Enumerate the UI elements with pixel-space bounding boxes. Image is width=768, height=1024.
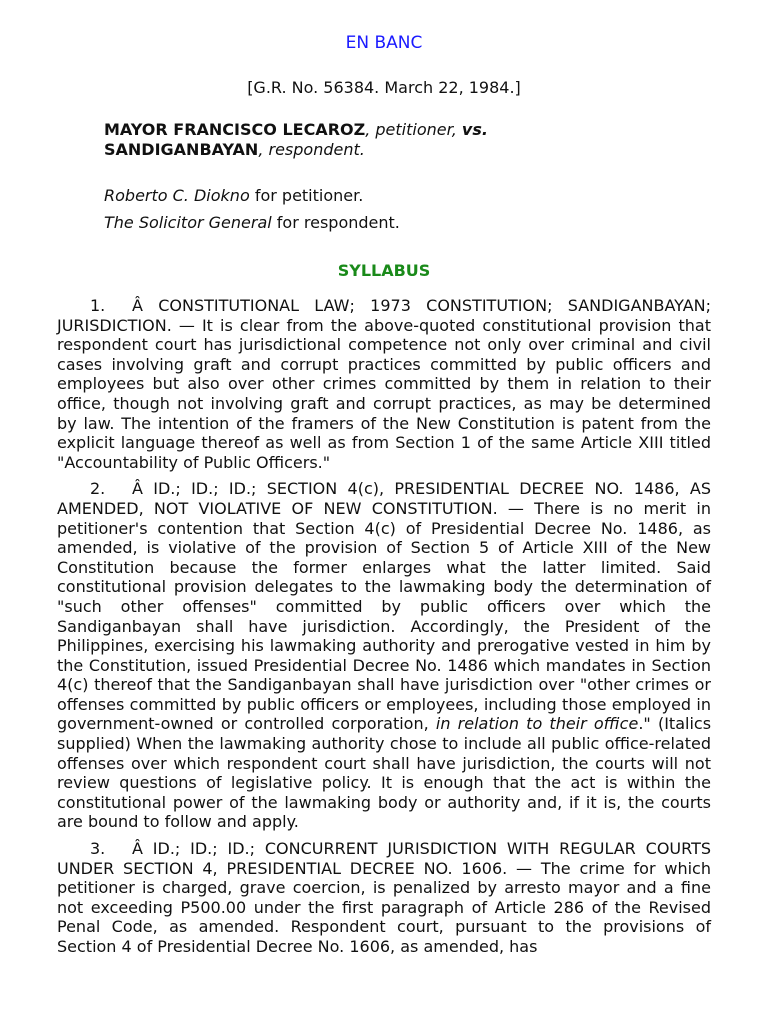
paragraph-number: 3. <box>90 839 106 859</box>
paragraph-text-continued: ." (Italics supplied) When the lawmaking authority chose to include all public office-related offenses over which respondent court shall have jurisdiction, the courts will not review questions of legislative policy. It is enough that the act is within the constitutional power of the lawmaking body or authority and, if it is, the courts are bound to follow and apply. <box>57 714 712 832</box>
syllabus-paragraph-2 <box>57 479 711 832</box>
versus-label: vs. <box>461 120 488 139</box>
petitioner-role: , petitioner, <box>365 120 462 139</box>
respondent-name: SANDIGANBAYAN <box>104 140 259 159</box>
paragraph-number: 1. <box>90 296 106 315</box>
respondent-counsel-line <box>104 213 704 232</box>
division-heading: EN BANC <box>345 33 423 53</box>
syllabus-paragraph-1 <box>57 296 711 472</box>
paragraph-italic-text: in relation to their office <box>435 714 639 734</box>
paragraph-text: Â ID.; ID.; ID.; CONCURRENT JURISDICTION WITH REGULAR COURTS UNDER SECTION 4, PRESIDENTIAL DECREE NO. 1606. — The crime for which petitioner is charged, grave coercion, is penalized by arresto mayor and a fine not exceeding P500.00 under the first paragraph of Article 286 of the Revised Penal Code, as amended. Respondent court, pursuant to the provisions of Section 4 of Presidential Decree No. 1606, as amended, has <box>57 839 711 956</box>
petitioner-counsel-line <box>104 186 704 205</box>
syllabus-heading: SYLLABUS <box>337 261 431 280</box>
paragraph-number: 2. <box>90 479 106 499</box>
respondent-counsel-name: The Solicitor General <box>104 213 272 232</box>
paragraph-text: Â ID.; ID.; ID.; SECTION 4(c), PRESIDENTIAL DECREE NO. 1486, AS AMENDED, NOT VIOLATIVE OF NEW CONSTITUTION. — There is no merit in petitioner's contention that Section 4(c) of Presidential Decree No. 1486, as amended, is violative of the provision of Section 5 of Article XIII of the New Constitution because the former enlarges what the latter limited. Said constitutional provision delegates to the lawmaking body the determination of "such other offenses" committed by public officers over which the Sandiganbayan shall have jurisdiction. Accordingly, the President of the Philippines, exercising his lawmaking authority and prerogative vested in him by the Constitution, issued Presidential Decree No. 1486 which mandates in Section 4(c) thereof that the Sandiganbayan shall have jurisdiction over "other crimes or offenses committed by public officers or employees, including those employed in government-owned or controlled corporation, <box>57 479 711 734</box>
syllabus-body <box>57 296 711 964</box>
petitioner-name: MAYOR FRANCISCO LECAROZ <box>104 120 366 139</box>
respondent-role: , respondent. <box>258 140 365 159</box>
paragraph-text: Â CONSTITUTIONAL LAW; 1973 CONSTITUTION; SANDIGANBAYAN; JURISDICTION. — It is clear from the above-quoted constitutional provision that respondent court has jurisdictional competence not only over criminal and civil cases involving graft and corrupt practices committed by public officers and employees but also over other crimes committed by them in relation to their office, though not involving graft and corrupt practices, as may be determined by law. The intention of the framers of the New Constitution is patent from the explicit language thereof as well as from Section 1 of the same Article XIII titled "Accountability of Public Officers." <box>57 296 711 472</box>
petitioner-counsel-suffix: for petitioner. <box>249 186 364 205</box>
syllabus-paragraph-3 <box>57 839 711 957</box>
case-parties <box>104 120 704 160</box>
petitioner-counsel-name: Roberto C. Diokno <box>104 186 250 205</box>
respondent-counsel-suffix: for respondent. <box>271 213 400 232</box>
case-number: [G.R. No. 56384. March 22, 1984.] <box>247 78 521 97</box>
